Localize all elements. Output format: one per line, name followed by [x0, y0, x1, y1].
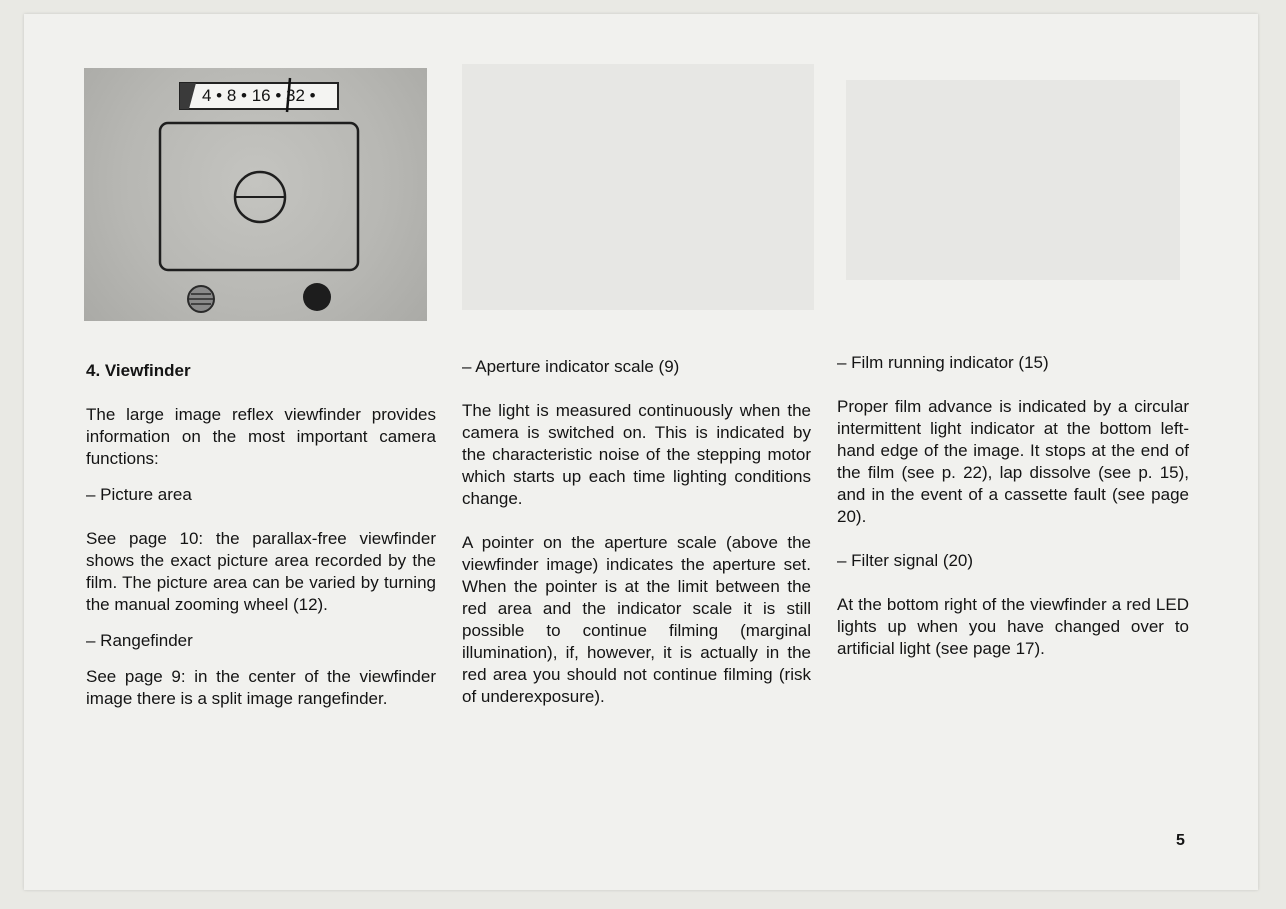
filter-signal-text: At the bottom right of the viewfinder a red LED lights up when you have changed over to artificial light (see page 17).: [837, 595, 1189, 658]
section-heading-viewfinder: 4. Viewfinder: [86, 361, 191, 380]
filter-signal-title: – Filter signal (20): [837, 551, 974, 570]
rangefinder-text: See page 9: in the center of the viewfinder image there is a split image rangefinder.: [86, 667, 436, 708]
viewfinder-intro: The large image reflex viewfinder provides information on the most important camera functions:: [86, 405, 436, 468]
column-right: [837, 352, 1189, 660]
viewfinder-illustration: [84, 68, 427, 321]
picture-area-text: See page 10: the parallax-free viewfinder shows the exact picture area recorded by the film. The picture area can be varied by turning the manual zooming wheel (12).: [86, 529, 436, 614]
aperture-scale-text-2: A pointer on the aperture scale (above the viewfinder image) indicates the aperture set. When the pointer is at the limit between the red area and the indicator scale it is still possible to continue filming (marginal illumination), if, however, it is actually in the red area you should not continue filming (risk of underexposure).: [462, 533, 811, 706]
column-left: [86, 360, 436, 710]
picture-area-title: – Picture area: [86, 485, 192, 504]
aperture-scale-text-1: The light is measured continuously when the camera is switched on. This is indicated by the characteristic noise of the stepping motor which starts up each time lighting conditions change.: [462, 401, 811, 508]
column-center: [462, 356, 811, 708]
aperture-scale-title: – Aperture indicator scale (9): [462, 357, 680, 376]
show-through-block-right: [846, 80, 1180, 280]
rangefinder-title: – Rangefinder: [86, 631, 193, 650]
film-running-text: Proper film advance is indicated by a circular intermittent light indicator at the bottom left-hand edge of the image. It stops at the end of the film (see p. 22), lap dissolve (see p. 15), and in the event of a cassette fault (see page 20).: [837, 397, 1189, 526]
aperture-scale-label: 4 • 8 • 16 • 32 •: [202, 86, 316, 105]
show-through-block-center: [462, 64, 814, 310]
film-running-title: – Film running indicator (15): [837, 353, 1049, 372]
page-number: 5: [1176, 832, 1185, 849]
